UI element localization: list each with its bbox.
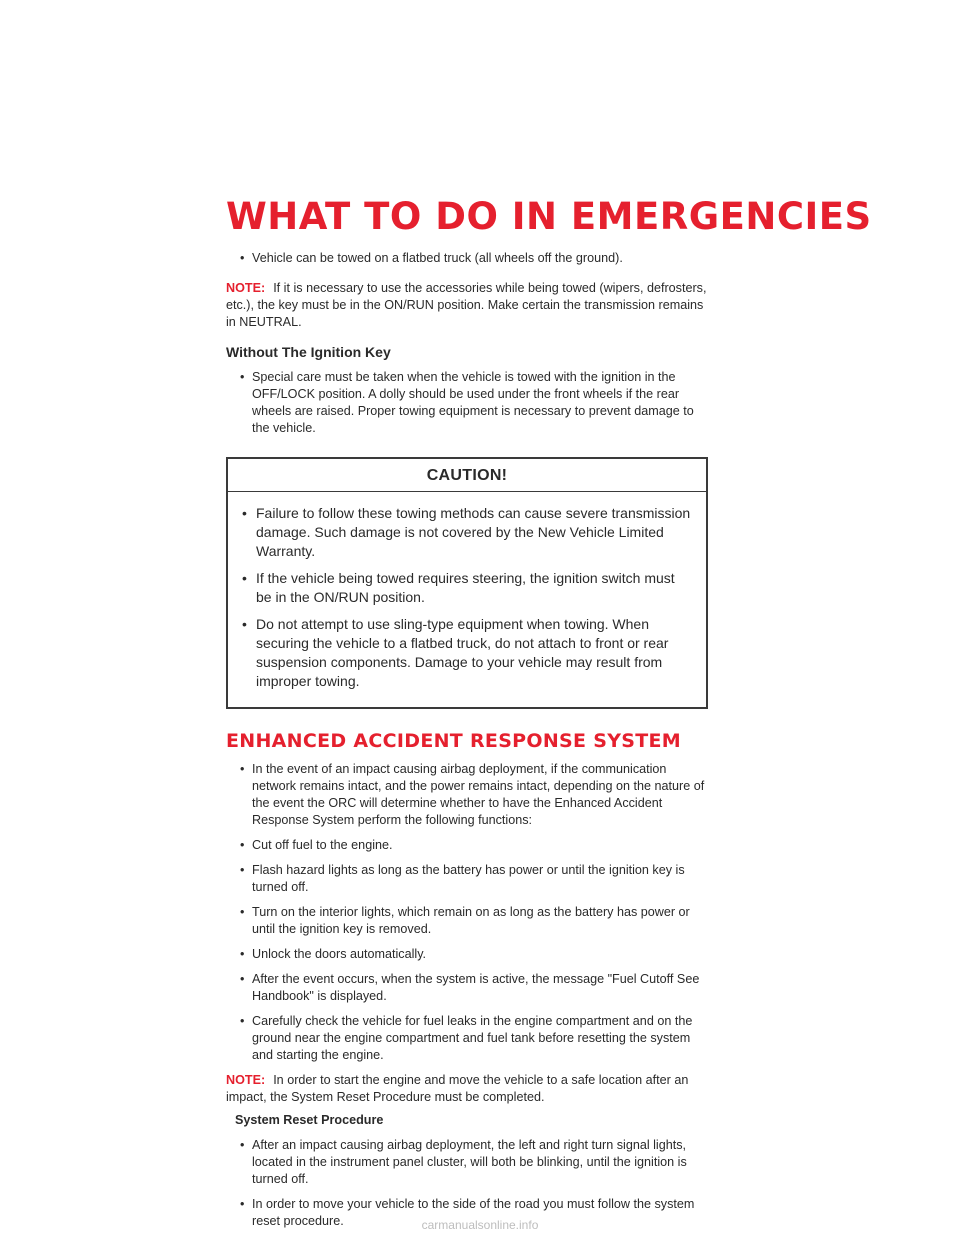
page-content xyxy=(226,250,708,1230)
caution-box xyxy=(226,457,708,709)
watermark: carmanualsonline.info xyxy=(421,1218,539,1232)
list-item: • Unlock the doors automatically. xyxy=(226,946,708,963)
list-item: • In order to move your vehicle to the side of the road you must follow the system reset procedure. xyxy=(226,1196,708,1230)
list-item: • Turn on the interior lights, which remain on as long as the battery has power or until the ignition key is removed. xyxy=(226,904,708,938)
list-item: • Flash hazard lights as long as the battery has power or until the ignition key is turned off. xyxy=(226,862,708,896)
caution-item: • Do not attempt to use sling-type equipment when towing. When securing the vehicle to a flatbed truck, do not attach to front or rear suspension components. Damage to your vehicle may result from improper towing. xyxy=(240,615,694,691)
reset-procedure-heading: System Reset Procedure xyxy=(235,1113,384,1127)
note-paragraph xyxy=(226,1072,708,1106)
note-paragraph xyxy=(226,280,708,331)
note-label: NOTE: xyxy=(226,281,266,295)
list-item: • In the event of an impact causing airbag deployment, if the communication network remains intact, and the power remains intact, depending on the nature of the event the ORC will determine whether to have the Enhanced Accident Response System perform the following functions: xyxy=(226,761,708,829)
list-item: • Special care must be taken when the vehicle is towed with the ignition in the OFF/LOCK position. A dolly should be used under the front wheels if the rear wheels are raised. Proper towing equipment is necessary to prevent damage to the vehicle. xyxy=(226,369,708,437)
note-text: If it is necessary to use the accessories while being towed (wipers, defrosters, etc.), the key must be in the ON/RUN position. Make certain the transmission remains in NEUTRAL. xyxy=(226,281,707,329)
page-title: WHAT TO DO IN EMERGENCIES xyxy=(226,195,872,238)
caution-item: • If the vehicle being towed requires steering, the ignition switch must be in the ON/RUN position. xyxy=(240,569,694,607)
note-label: NOTE: xyxy=(226,1073,266,1087)
caution-item: • Failure to follow these towing methods can cause severe transmission damage. Such damage is not covered by the New Vehicle Limited Warranty. xyxy=(240,504,694,561)
section-subheading: Without The Ignition Key xyxy=(226,344,391,360)
section-heading: ENHANCED ACCIDENT RESPONSE SYSTEM xyxy=(226,730,682,752)
list-item: • Cut off fuel to the engine. xyxy=(226,837,708,854)
caution-title: CAUTION! xyxy=(228,459,706,492)
caution-list xyxy=(228,492,706,691)
list-item: • After the event occurs, when the system is active, the message "Fuel Cutoff See Handbook" is displayed. xyxy=(226,971,708,1005)
list-item: • After an impact causing airbag deployment, the left and right turn signal lights, located in the instrument panel cluster, will both be blinking, until the ignition is turned off. xyxy=(226,1137,708,1188)
list-item: • Vehicle can be towed on a flatbed truck (all wheels off the ground). xyxy=(226,250,708,267)
note-text: In order to start the engine and move the vehicle to a safe location after an impact, the System Reset Procedure must be completed. xyxy=(226,1073,689,1104)
list-item: • Carefully check the vehicle for fuel leaks in the engine compartment and on the ground near the engine compartment and fuel tank before resetting the system and starting the engine. xyxy=(226,1013,708,1064)
